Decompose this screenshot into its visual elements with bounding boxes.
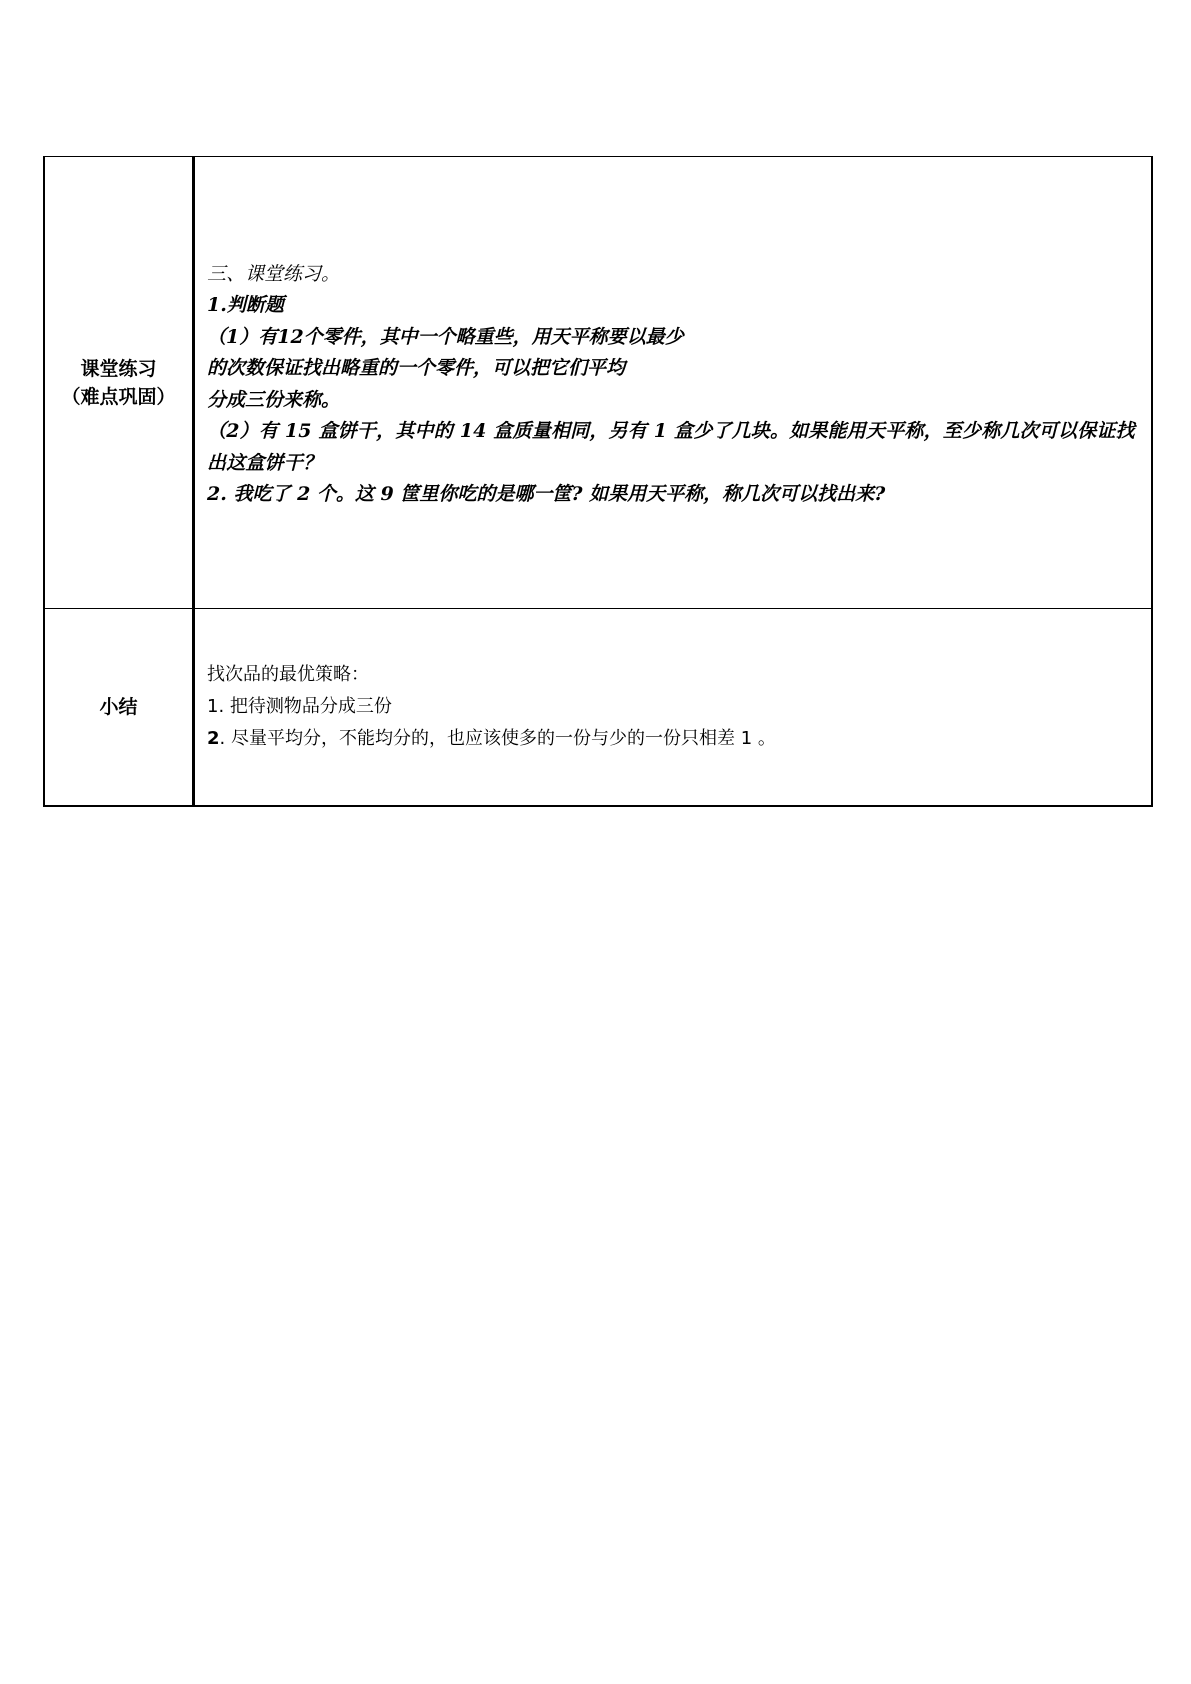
question1-item2: （2）有 15 盒饼干，其中的 14 盒质量相同，另有 1 盒少了几块。如果能用天平称，至少称几次可以保证找出这盒饼干？ <box>207 420 1135 474</box>
question1-item1-line2: 的次数保证找出略重的一个零件，可以把它们平均 <box>207 357 626 379</box>
summary-label: 小结 <box>99 696 138 718</box>
question1-item1-line1: （1）有12个零件，其中一个略重些，用天平称要以最少 <box>207 325 684 348</box>
question1-title: 1.判断题 <box>207 294 284 316</box>
summary-point2-text: . 尽量平均分，不能均分的，也应该使多的一份与少的一份只相差 1 。 <box>219 728 776 749</box>
practice-text-block <box>207 259 1143 511</box>
summary-point2-number: 2 <box>207 728 220 749</box>
summary-label-cell <box>44 609 194 807</box>
summary-point2 <box>207 723 1143 755</box>
summary-point1: 1. 把待测物品分成三份 <box>207 696 392 717</box>
practice-label-line1: 课堂练习 <box>80 357 157 380</box>
practice-row <box>44 157 1152 609</box>
summary-intro: 找次品的最优策略： <box>207 664 369 685</box>
practice-content-cell <box>194 157 1153 609</box>
question1-item1-line3: 分成三份来称。 <box>207 388 341 411</box>
summary-row <box>44 609 1152 807</box>
practice-label-line2: （难点巩固） <box>61 385 176 408</box>
question2: 2. 我吃了 2 个。这 9 筐里你吃的是哪一筐? 如果用天平称，称几次可以找出来? <box>207 483 886 505</box>
summary-content-cell <box>194 609 1153 807</box>
summary-text-block <box>207 659 1143 755</box>
practice-heading: 三、课堂练习。 <box>207 262 341 285</box>
lesson-plan-table <box>43 156 1153 807</box>
practice-label-cell <box>44 157 194 609</box>
